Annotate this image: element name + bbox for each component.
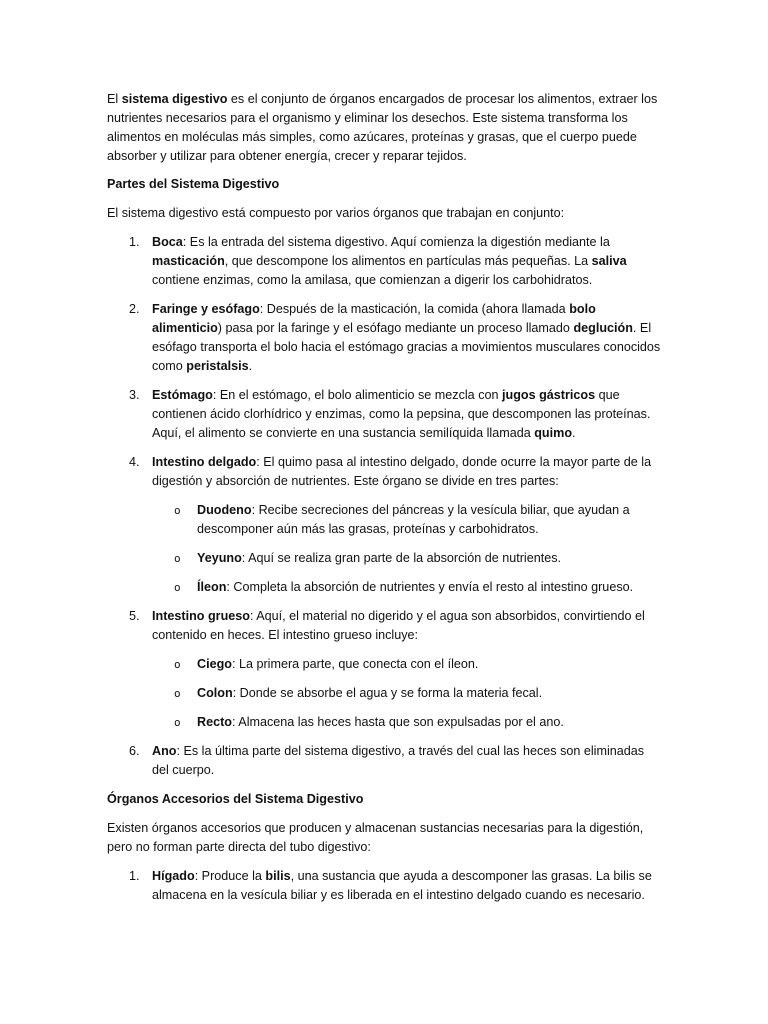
list-item-text: , que descompone los alimentos en partículas más pequeñas. La <box>224 254 592 268</box>
sublist-item-term: Recto <box>197 715 232 729</box>
list-item-text: contiene enzimas, como la amilasa, que comienzan a digerir los carbohidratos. <box>152 273 593 287</box>
list-item-text: : El quimo pasa al intestino delgado, donde ocurre la mayor parte de la digestión y absorción de nutrientes. Este órgano se divide en tres partes: <box>152 455 652 488</box>
list-item-text: : Aquí, el material no digerido y el agua son absorbidos, convirtiendo el contenido en heces. El intestino grueso incluye: <box>152 609 645 642</box>
sublist-item-text: : La primera parte, que conecta con el íleon. <box>231 657 479 671</box>
bullet-icon: o <box>174 716 181 729</box>
sublist-item-recto <box>152 713 662 732</box>
bold-term: saliva <box>591 254 627 268</box>
list-item-text: : Es la entrada del sistema digestivo. Aquí comienza la digestión mediante la <box>182 235 610 249</box>
intro-text: es el conjunto de órganos encargados de procesar los alimentos, extraer los nutrientes necesarios para el organismo y eliminar los desechos. Este sistema transforma los alimentos en moléculas más simples, como azúcares, proteínas y grasas, que el cuerpo puede absorber y utilizar para obtener energía, crecer y reparar tejidos. <box>107 92 658 163</box>
sublist-item-term: Íleon <box>197 580 227 594</box>
document-body <box>107 90 662 915</box>
list-item-text: . <box>248 359 253 373</box>
bold-term: quimo <box>534 426 573 440</box>
list-number: 2. <box>129 302 140 316</box>
sublist-item-term: Duodeno <box>197 503 252 517</box>
section-lead-accessory: Existen órganos accesorios que producen y almacenan sustancias necesarias para la digestión, pero no forman parte directa del tubo digestivo: <box>107 821 644 854</box>
list-number: 3. <box>129 388 140 402</box>
list-number: 5. <box>129 609 140 623</box>
list-number: 4. <box>129 455 140 469</box>
list-item-higado <box>107 867 662 905</box>
list-number: 1. <box>129 235 140 249</box>
list-item-term: Intestino grueso <box>152 609 250 623</box>
list-item-boca <box>107 233 662 290</box>
list-item-text: , una sustancia que ayuda a descomponer las grasas. La bilis se almacena en la vesícula biliar y es liberada en el intestino delgado cuando es necesario. <box>152 869 652 902</box>
bullet-icon: o <box>174 581 181 594</box>
list-item-text: ) pasa por la faringe y el esófago mediante un proceso llamado <box>217 321 574 335</box>
list-item-term: Hígado <box>152 869 195 883</box>
list-item-intestino-grueso <box>107 607 662 732</box>
list-item-term: Ano <box>152 744 177 758</box>
list-item-text: que contienen ácido clorhídrico y enzimas, como la pepsina, que descomponen las proteínas. Aquí, el alimento se convierte en una sustancia semilíquida llamada <box>152 388 651 440</box>
list-item-text: : En el estómago, el bolo alimenticio se mezcla con <box>212 388 502 402</box>
sublist-item-ileon <box>152 578 662 597</box>
sublist-intestino-delgado <box>152 501 662 597</box>
sublist-item-text: : Aquí se realiza gran parte de la absorción de nutrientes. <box>241 551 562 565</box>
intro-bold-term: sistema digestivo <box>121 92 228 106</box>
intro-text: El <box>107 92 122 106</box>
list-item-text: : Produce la <box>194 869 266 883</box>
list-item-faringe <box>107 300 662 376</box>
sublist-item-ciego <box>152 655 662 674</box>
sublist-item-term: Yeyuno <box>197 551 242 565</box>
sublist-item-duodeno <box>152 501 662 539</box>
bold-term: deglución <box>573 321 633 335</box>
bold-term: masticación <box>152 254 225 268</box>
bold-term: bolo alimenticio <box>152 302 596 335</box>
list-item-term: Estómago <box>152 388 213 402</box>
bullet-icon: o <box>174 687 181 700</box>
bullet-icon: o <box>174 504 181 517</box>
intro-paragraph <box>107 90 662 166</box>
sublist-item-text: : Donde se absorbe el agua y se forma la materia fecal. <box>232 686 543 700</box>
list-item-text: : Después de la masticación, la comida (ahora llamada <box>259 302 570 316</box>
list-item-term: Intestino delgado <box>152 455 257 469</box>
bullet-icon: o <box>174 552 181 565</box>
list-item-text: . El esófago transporta el bolo hacia el estómago gracias a movimientos musculares conocidos como <box>152 321 661 373</box>
sublist-intestino-grueso <box>152 655 662 732</box>
sublist-item-colon <box>152 684 662 703</box>
parts-list <box>107 233 662 780</box>
list-item-text: : Es la última parte del sistema digestivo, a través del cual las heces son eliminadas del cuerpo. <box>152 744 645 777</box>
list-item-text: . <box>572 426 576 440</box>
bold-term: bilis <box>265 869 291 883</box>
list-item-ano <box>107 742 662 780</box>
list-number: 1. <box>129 869 140 883</box>
bold-term: peristalsis <box>186 359 249 373</box>
bold-term: jugos gástricos <box>502 388 596 402</box>
sublist-item-yeyuno <box>152 549 662 568</box>
accessory-list <box>107 867 662 905</box>
section-heading-accessory: Órganos Accesorios del Sistema Digestivo <box>107 792 364 806</box>
bullet-icon: o <box>174 658 181 671</box>
section-heading-parts: Partes del Sistema Digestivo <box>107 177 280 191</box>
list-item-term: Faringe y esófago <box>152 302 260 316</box>
sublist-item-text: : Recibe secreciones del páncreas y la vesícula biliar, que ayudan a descomponer aún más las grasas, proteínas y carbohidratos. <box>197 503 630 536</box>
sublist-item-term: Colon <box>197 686 233 700</box>
sublist-item-text: : Completa la absorción de nutrientes y envía el resto al intestino grueso. <box>226 580 634 594</box>
list-item-estomago <box>107 386 662 443</box>
sublist-item-text: : Almacena las heces hasta que son expulsadas por el ano. <box>232 715 564 729</box>
sublist-item-term: Ciego <box>197 657 232 671</box>
list-item-intestino-delgado <box>107 453 662 597</box>
list-item-term: Boca <box>152 235 183 249</box>
section-lead-parts: El sistema digestivo está compuesto por varios órganos que trabajan en conjunto: <box>107 206 565 220</box>
list-number: 6. <box>129 744 140 758</box>
